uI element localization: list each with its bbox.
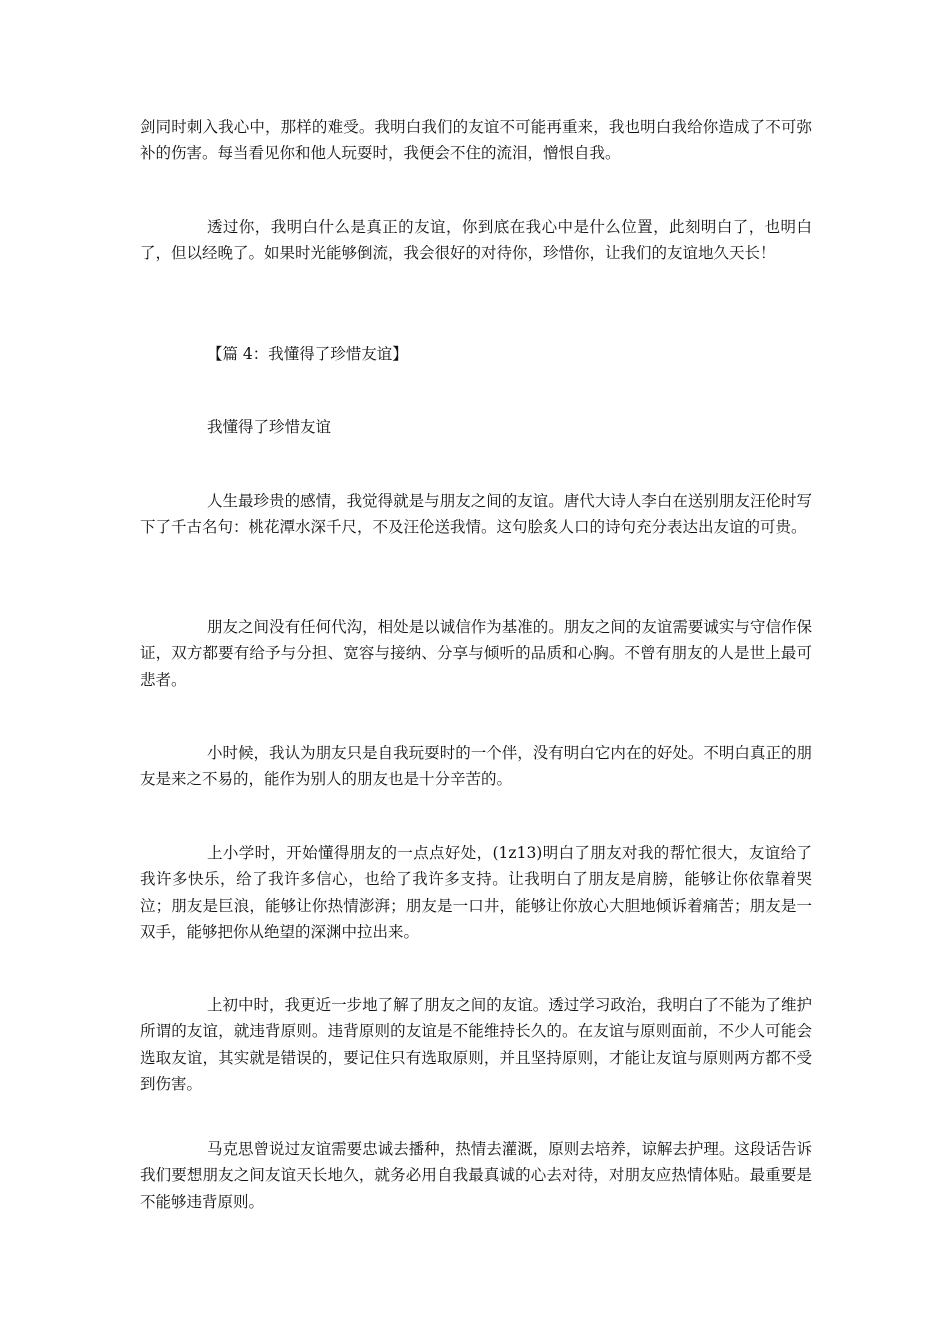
essay-title: 我懂得了珍惜友谊 (207, 418, 332, 436)
paragraph-junior-high: 上初中时，我更近一步地了解了朋友之间的友谊。透过学习政治，我明白了不能为了维护所谓的友谊，就违背原则。违背原则的友谊是不能维持长久的。在友谊与原则面前，不少人可能会选取友谊，其实就是错误的，要记住只有选取原则，并且坚持原则，才能让友谊与原则两方都不受到伤害。 (140, 996, 812, 1093)
paragraph-primary-school: 上小学时，开始懂得朋友的一点点好处，(1z13)明白了朋友对我的帮忙很大，友谊给了我许多快乐，给了我许多信心，也给了我许多支持。让我明白了朋友是肩膀，能够让你依靠着哭泣；朋友是巨浪，能够让你热情澎湃；朋友是一口井，能够让你放心大胆地倾诉着痛苦；朋友是一双手，能够把你从绝望的深渊中拉出来。 (140, 844, 812, 941)
paragraph-marx-quote: 马克思曾说过友谊需要忠诚去播种，热情去灌溉，原则去培养，谅解去护理。这段话告诉我们要想朋友之间友谊天长地久，就务必用自我最真诚的心去对待，对朋友应热情体贴。最重要是不能够违背原则。 (140, 1140, 812, 1211)
section-heading: 【篇 4：我懂得了珍惜友谊】 (207, 345, 408, 363)
paragraph-continuation: 剑同时刺入我心中，那样的难受。我明白我们的友谊不可能再重来，我也明白我给你造成了不可弥补的伤害。每当看见你和他人玩耍时，我便会不住的流泪，憎恨自我。 (140, 118, 812, 163)
paragraph-understanding-friendship: 透过你，我明白什么是真正的友谊，你到底在我心中是什么位置，此刻明白了，也明白了，但以经晚了。如果时光能够倒流，我会很好的对待你，珍惜你，让我们的友谊地久天长！ (140, 218, 812, 263)
paragraph-childhood: 小时候，我认为朋友只是自我玩耍时的一个伴，没有明白它内在的好处。不明白真正的朋友是来之不易的，能作为别人的朋友也是十分辛苦的。 (140, 744, 812, 789)
paragraph-friends-trust: 朋友之间没有任何代沟，相处是以诚信作为基准的。朋友之间的友谊需要诚实与守信作保证，双方都要有给予与分担、宽容与接纳、分享与倾听的品质和心胸。不曾有朋友的人是世上最可悲者。 (140, 618, 812, 689)
paragraph-li-bai: 人生最珍贵的感情，我觉得就是与朋友之间的友谊。唐代大诗人李白在送别朋友汪伦时写下了千古名句：桃花潭水深千尺，不及汪伦送我情。这句脍炙人口的诗句充分表达出友谊的可贵。 (140, 492, 812, 537)
